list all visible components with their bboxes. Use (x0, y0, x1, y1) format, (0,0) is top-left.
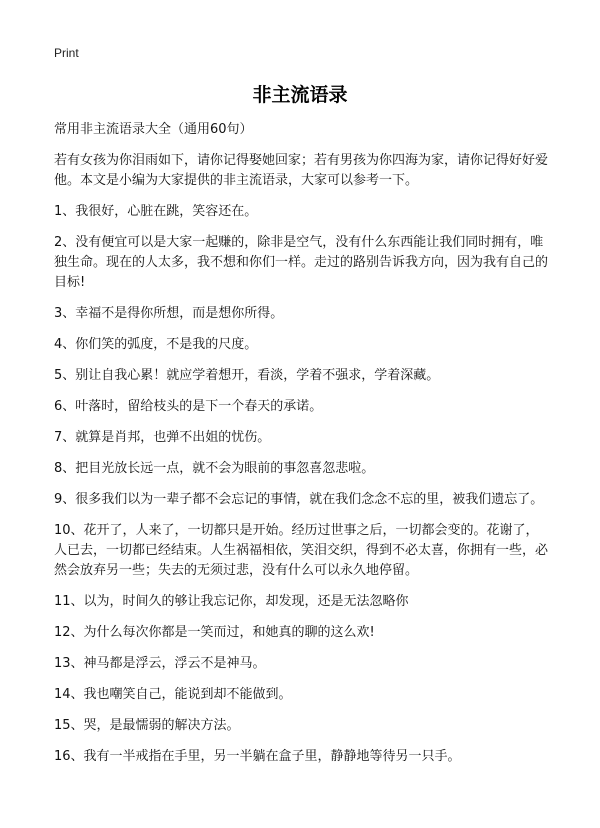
quote-item: 8、把目光放长远一点，就不会为眼前的事忽喜忽悲啦。 (54, 461, 375, 476)
quote-item: 4、你们笑的弧度，不是我的尺度。 (54, 337, 258, 352)
quote-item: 6、叶落时，留给枝头的是下一个春天的承诺。 (54, 399, 323, 414)
quote-item: 16、我有一半戒指在手里，另一半躺在盒子里，静静地等待另一只手。 (54, 749, 461, 764)
quote-item: 13、神马都是浮云，浮云不是神马。 (54, 656, 266, 671)
quote-item: 14、我也嘲笑自己，能说到却不能做到。 (54, 687, 292, 702)
quote-item: 10、花开了，人来了，一切都只是开始。经历过世事之后，一切都会变的。花谢了，人已去，一切都已经结束。人生祸福相依，笑泪交织，得到不必太喜，你拥有一些，必然会放弃另一些；失去的无须过悲，没有什么可以永久地停留。 (54, 523, 549, 578)
quote-item: 9、很多我们以为一辈子都不会忘记的事情，就在我们念念不忘的里，被我们遗忘了。 (54, 492, 544, 507)
document-subtitle: 常用非主流语录大全（通用60句） (54, 122, 253, 137)
quote-item: 12、为什么每次你都是一笑而过，和她真的聊的这么欢! (54, 625, 375, 640)
quote-item: 2、没有便宜可以是大家一起赚的，除非是空气，没有什么东西能让我们同时拥有，唯独生命。现在的人太多，我不想和你们一样。走过的路别告诉我方向，因为我有自己的目标! (54, 235, 549, 290)
document-body (54, 120, 548, 778)
quote-item: 15、哭，是最懦弱的解决方法。 (54, 718, 240, 733)
print-label: Print (54, 46, 79, 60)
quote-item: 3、幸福不是得你所想，而是想你所得。 (54, 306, 284, 321)
quote-item: 11、以为，时间久的够让我忘记你，却发现，还是无法忽略你 (54, 594, 409, 609)
page-title: 非主流语录 (252, 84, 348, 106)
quote-item: 1、我很好，心脏在跳，笑容还在。 (54, 204, 258, 219)
intro-paragraph: 若有女孩为你泪雨如下，请你记得娶她回家；若有男孩为你四海为家，请你记得好好爱他。本文是小编为大家提供的非主流语录，大家可以参考一下。 (54, 153, 549, 188)
quote-item: 7、就算是肖邦，也弹不出姐的忧伤。 (54, 430, 271, 445)
quote-list (54, 202, 548, 767)
quote-item: 5、别让自我心累！就应学着想开，看淡，学着不强求，学着深藏。 (54, 368, 440, 383)
